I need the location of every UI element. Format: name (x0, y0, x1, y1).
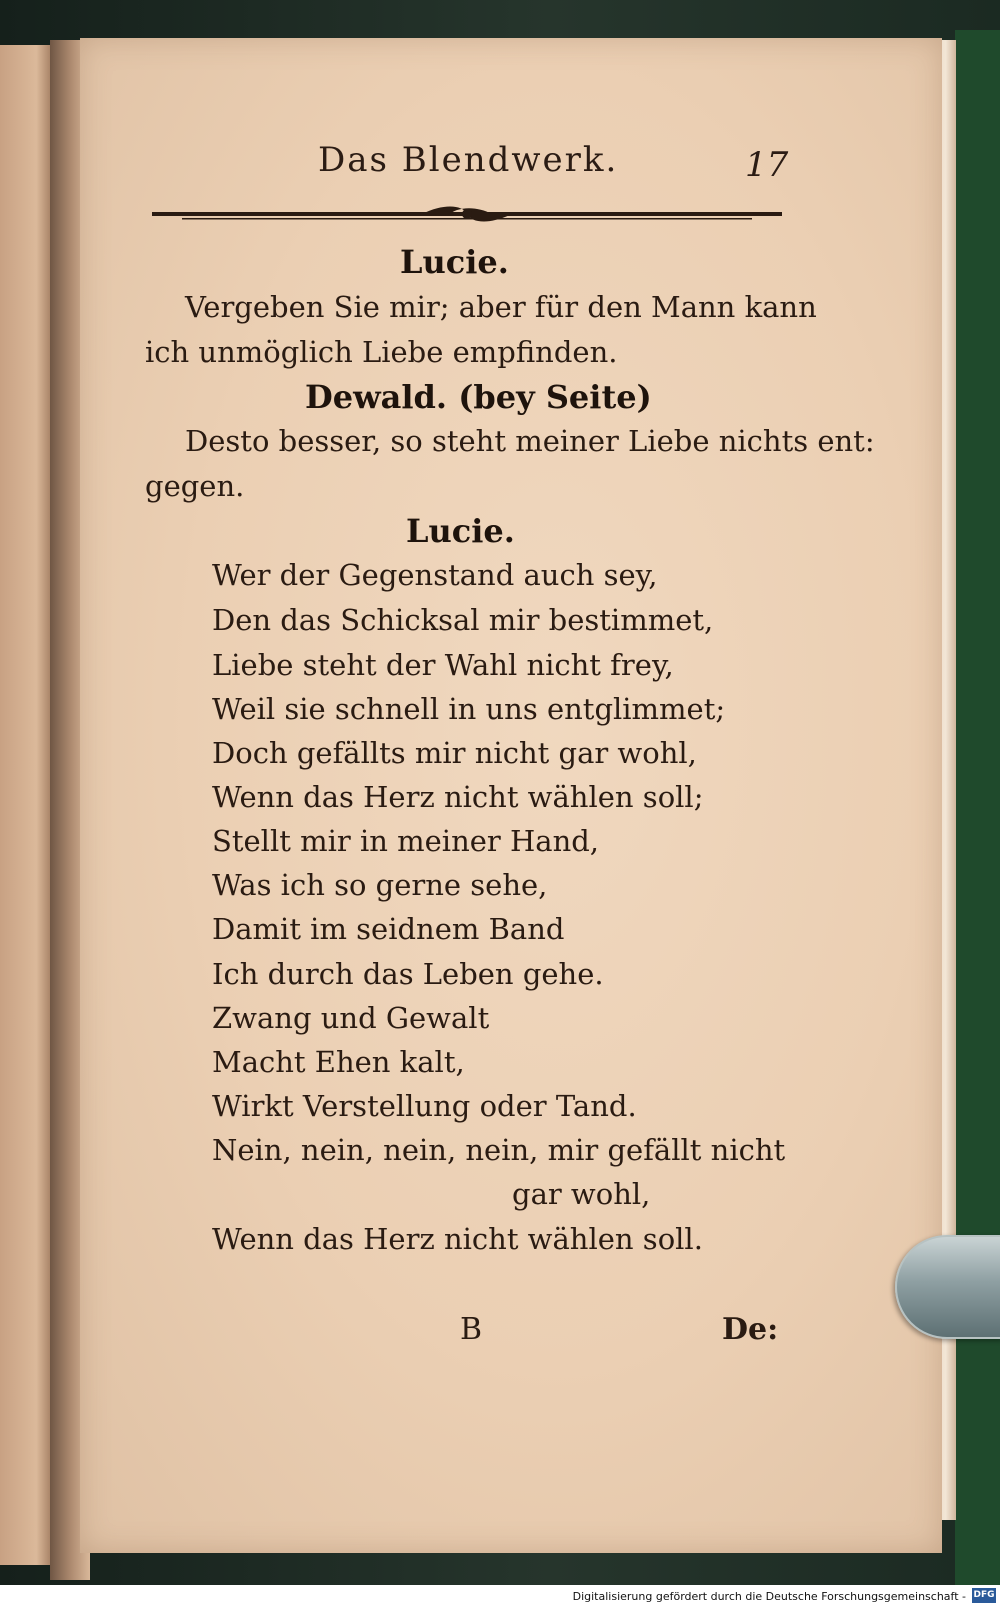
credit-text: Digitalisierung gefördert durch die Deutsche Forschungsgemeinschaft - (572, 1590, 966, 1603)
prose-line: ich unmöglich Liebe empfinden. (145, 335, 618, 369)
prose-line: Desto besser, so steht meiner Liebe nichts ent: (185, 424, 875, 458)
page-clip (895, 1235, 1000, 1339)
speaker-name: Lucie. (406, 512, 515, 550)
prose-line: gegen. (145, 469, 245, 503)
speaker-name: Lucie. (400, 243, 509, 281)
verse-line: Den das Schicksal mir bestimmet, (212, 603, 714, 637)
running-title: Das Blendwerk. (318, 140, 619, 180)
verse-line: Stellt mir in meiner Hand, (212, 824, 600, 858)
facing-page (0, 45, 52, 1565)
catchword: De: (722, 1312, 779, 1347)
verse-line: gar wohl, (512, 1177, 651, 1211)
verse-line: Ich durch das Leben gehe. (212, 957, 604, 991)
signature-mark: B (460, 1312, 483, 1347)
dfg-logo: DFG (972, 1588, 996, 1603)
verse-line: Wer der Gegenstand auch sey, (212, 558, 658, 592)
verse-line: Zwang und Gewalt (212, 1001, 490, 1035)
verse-line: Nein, nein, nein, nein, mir gefällt nicht (212, 1133, 786, 1167)
verse-line: Wirkt Verstellung oder Tand. (212, 1089, 637, 1123)
verse-line: Macht Ehen kalt, (212, 1045, 465, 1079)
prose-line: Vergeben Sie mir; aber für den Mann kann (185, 290, 817, 324)
verse-line: Wenn das Herz nicht wählen soll; (212, 780, 704, 814)
verse-line: Doch gefällts mir nicht gar wohl, (212, 736, 697, 770)
verse-line: Liebe steht der Wahl nicht frey, (212, 648, 674, 682)
verse-line: Wenn das Herz nicht wählen soll. (212, 1222, 703, 1256)
page-number: 17 (745, 145, 789, 185)
scan-edge-strip (955, 30, 1000, 1585)
verse-line: Damit im seidnem Band (212, 912, 565, 946)
speaker-name: Dewald. (bey Seite) (305, 378, 652, 416)
verse-line: Weil sie schnell in uns entglimmet; (212, 692, 726, 726)
ornamental-rule (152, 204, 782, 226)
verse-line: Was ich so gerne sehe, (212, 868, 548, 902)
